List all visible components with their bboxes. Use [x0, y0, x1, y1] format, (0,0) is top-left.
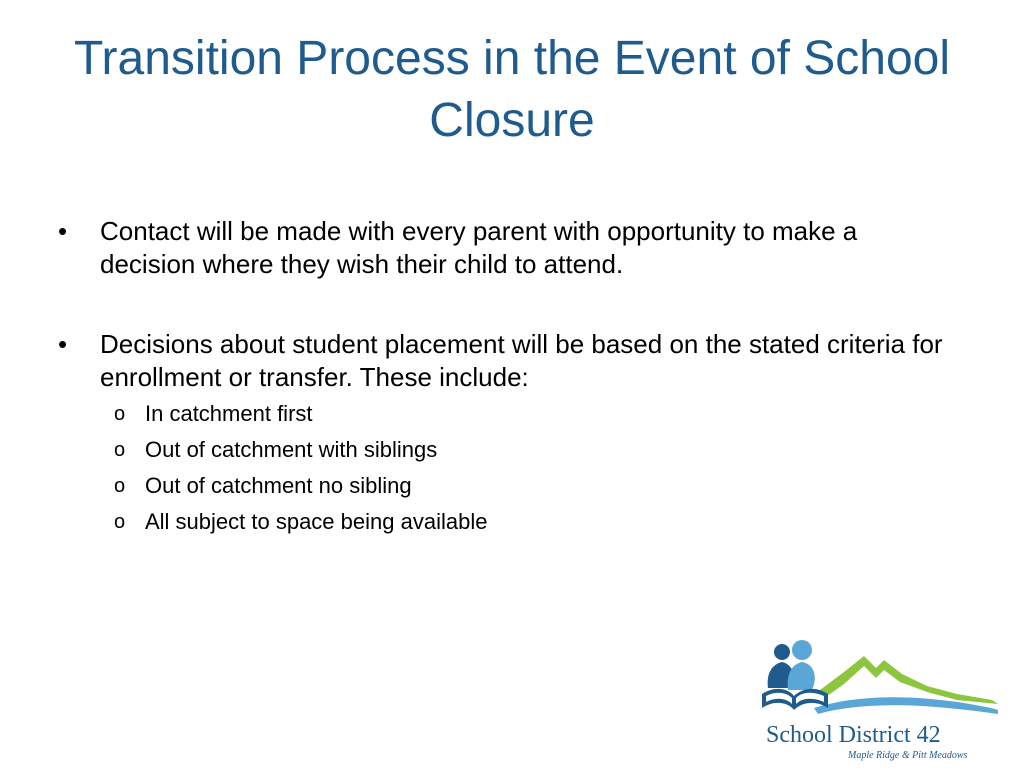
sub-bullet-list — [100, 396, 958, 540]
sub-bullet-marker: o — [114, 475, 126, 497]
sub-bullet-marker: o — [114, 511, 126, 533]
sub-bullet-text: Out of catchment no sibling — [145, 473, 412, 498]
logo-tagline: Maple Ridge & Pitt Meadows — [848, 750, 968, 761]
people-reading-icon — [762, 640, 828, 710]
bullet-text: Decisions about student placement will be based on the stated criteria for enrollment or transfer. These include: — [100, 329, 943, 392]
sub-bullet-item — [100, 504, 958, 540]
bullet-marker: • — [58, 329, 68, 359]
school-district-logo — [752, 634, 1002, 764]
mountain-icon — [812, 656, 998, 704]
bullet-marker: • — [58, 216, 68, 246]
bullet-item — [58, 215, 958, 281]
sub-bullet-item — [100, 396, 958, 432]
sub-bullet-item — [100, 432, 958, 468]
slide-title: Transition Process in the Event of School Closure — [74, 32, 950, 147]
bullet-text: Contact will be made with every parent with opportunity to make a decision where they wish their child to attend. — [100, 216, 858, 279]
sub-bullet-text: In catchment first — [145, 401, 313, 426]
sub-bullet-text: Out of catchment with siblings — [145, 437, 438, 462]
bullet-list — [58, 215, 958, 540]
sub-bullet-item — [100, 468, 958, 504]
sub-bullet-marker: o — [114, 403, 126, 425]
sub-bullet-text: All subject to space being available — [145, 509, 488, 534]
sub-bullet-marker: o — [114, 439, 126, 461]
logo-name: School District 42 — [766, 722, 941, 748]
bullet-item — [58, 328, 958, 540]
